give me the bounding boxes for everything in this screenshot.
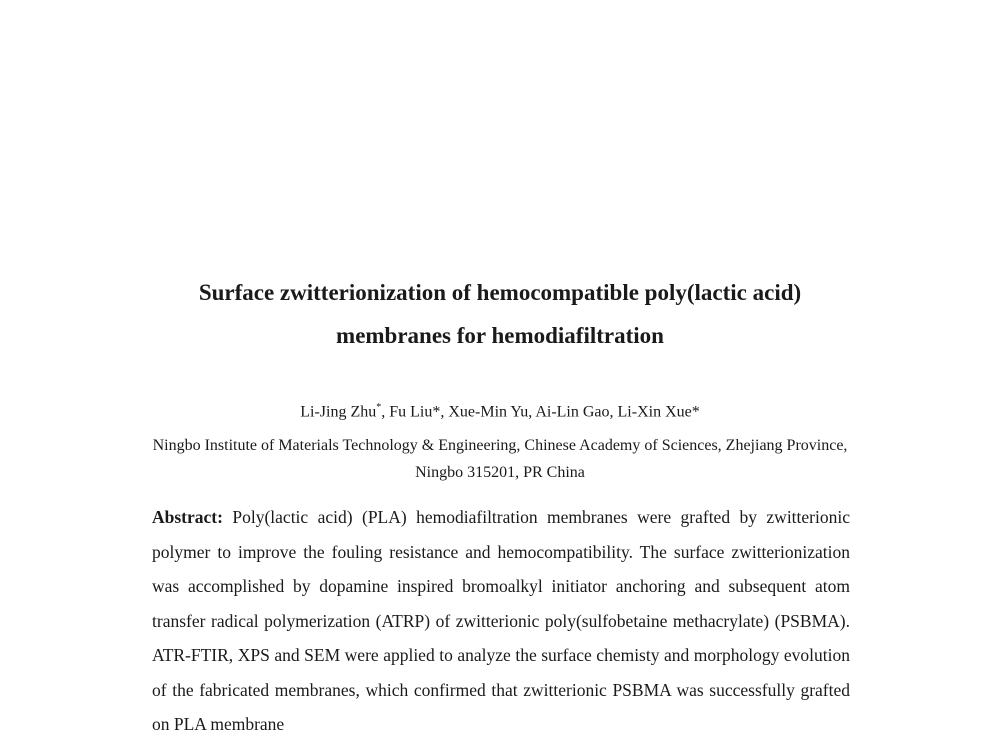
corresponding-mark: *	[376, 402, 382, 413]
abstract	[152, 500, 850, 742]
first-author: Li-Jing Zhu	[300, 403, 377, 421]
other-authors: , Fu Liu*, Xue-Min Yu, Ai-Lin Gao, Li-Xin Xue*	[381, 403, 700, 421]
paper-title-line-1: Surface zwitterionization of hemocompatible poly(lactic acid)	[198, 280, 802, 305]
abstract-text: Poly(lactic acid) (PLA) hemodiafiltration membranes were grafted by zwitterionic polymer to improve the fouling resistance and hemocompatibility. The surface zwitterionization was accomplished by dopamine inspired bromoalkyl initiator anchoring and subsequent atom transfer radical polymerization (ATRP) of zwitterionic poly(sulfobetaine methacrylate) (PSBMA). ATR-FTIR, XPS and SEM were applied to analyze the surface chemisty and morphology evolution of the fabricated membranes, which confirmed that zwitterionic PSBMA was successfully grafted on PLA membrane	[152, 507, 850, 734]
abstract-label: Abstract:	[152, 507, 223, 527]
paper-title-line-2: membranes for hemodiafiltration	[336, 323, 664, 348]
author-list	[0, 402, 1000, 421]
affiliation: Ningbo Institute of Materials Technology & Engineering, Chinese Academy of Sciences, Zhejiang Province, Ningbo 315201, PR China	[152, 437, 848, 481]
